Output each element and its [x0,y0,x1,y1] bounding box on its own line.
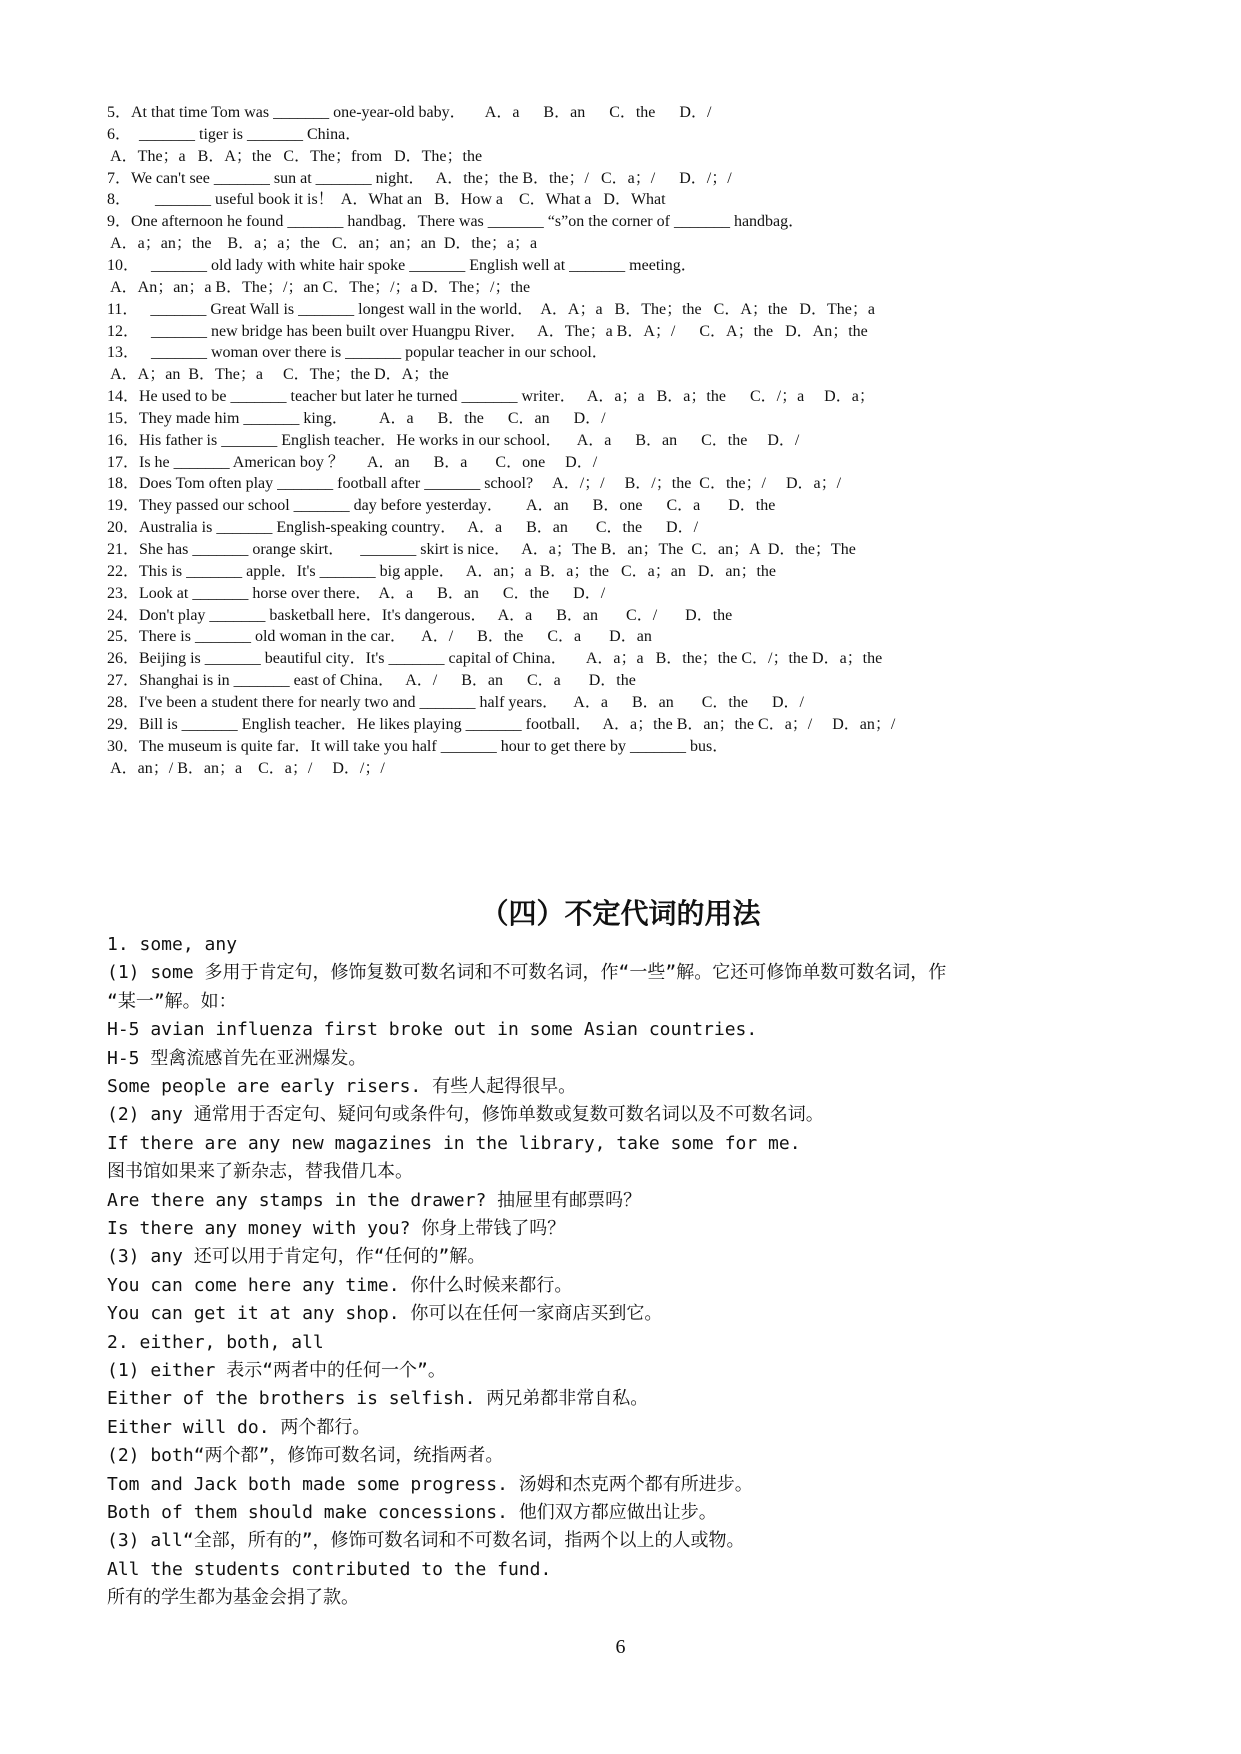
exercise-line: 30．The museum is quite far．It will take you half _______ hour to get there by _______ bus． [107,737,729,755]
grammar-line: 1. some, any [107,934,238,955]
exercise-line: 25．There is _______ old woman in the car． A．/ B．the C．a D．an [107,628,652,646]
exercise-line: 17．Is he _______ American boy ？ A．an B．a C．one D．/ [107,453,598,471]
exercise-line: 18．Does Tom often play _______ football after _______ school? A．/；/ B．/；the C．the；/ D．a；/ [107,475,842,493]
exercise-line: 21．She has _______ orange skirt． _______ skirt is nice． A．a；The B．an；The C．an；A D．the；The [107,541,856,558]
grammar-line: All the students contributed to the fund. [107,1558,552,1580]
grammar-line: Some people are early risers. 有些人起得很早。 [107,1076,577,1097]
exercise-line: 26．Beijing is _______ beautiful city．It's _______ capital of China． A．a；a B．the；the C．/；the D．a；the [107,650,883,668]
grammar-line: (2) any 通常用于否定句、疑问句或条件句，修饰单数或复数可数名词以及不可数名词。 [107,1104,824,1126]
exercise-line: 13． _______ woman over there is _______ popular teacher in our school． [107,344,608,362]
section-title: （四）不定代词的用法 [480,897,761,930]
exercise-line: 9．One afternoon he found _______ handbag．There was _______ “s”on the corner of _______ handbag． [107,213,805,231]
exercise-line: A．A；an B．The；a C．The；the D．A；the [107,366,449,384]
exercise-line: 12． _______ new bridge has been built over Huangpu River． A．The；a B．A；/ C．A；the D．An；the [107,322,868,340]
exercise-line: 28．I've been a student there for nearly two and _______ half years． A．a B．an C．the D．/ [107,693,804,711]
grammar-line: (1) either 表示“两者中的任何一个”。 [107,1360,446,1381]
exercise-line: 19．They passed our school _______ day before yesterday． A．an B．one C．a D．the [107,497,776,515]
grammar-line: “某一”解。如： [107,990,237,1012]
exercise-line: 24．Don't play _______ basketball here．It's dangerous． A．a B．an C．/ D．the [107,606,733,624]
grammar-line: (2) both“两个都”，修饰可数名词，统指两者。 [107,1445,504,1467]
exercise-line: 27．Shanghai is in _______ east of China． A．/ B．an C．a D．the [107,672,636,690]
grammar-line: 2. either, both, all [107,1331,324,1353]
exercise-line: 7．We can't see _______ sun at _______ night． A．the；the B．the；/ C．a；/ D．/；/ [107,169,732,187]
grammar-line: Either will do. 两个都行。 [107,1416,371,1438]
exercise-line: 5．At that time Tom was _______ one-year-old baby． A．a B．an C．the D．/ [107,104,712,121]
exercise-line: 29．Bill is _______ English teacher．He likes playing _______ football． A．a；the B．an；the C．a；/ D．an；/ [107,715,896,733]
exercise-line: 16．His father is _______ English teacher．He works in our school． A．a B．an C．the D．/ [107,431,800,449]
exercise-line: A．a；an；the B．a；a；the C．an；an；an D．the；a；a [107,235,538,253]
grammar-line: If there are any new magazines in the library, take some for me. [107,1132,801,1154]
grammar-line: Either of the brothers is selfish. 两兄弟都非常自私。 [107,1388,649,1410]
grammar-line: Is there any money with you? 你身上带钱了吗？ [107,1218,566,1239]
exercise-line: 15．They made him _______ king． A．a B．the C．an D．/ [107,409,606,427]
exercise-line: 14．He used to be _______ teacher but later he turned _______ writer． A．a；a B．a；the C．/；a D．a； [107,388,875,406]
grammar-line: (1) some 多用于肯定句，修饰复数可数名词和不可数名词，作“一些”解。它还可修饰单数可数名词，作 [107,962,947,984]
grammar-line: Both of them should make concessions. 他们双方都应做出让步。 [107,1502,717,1523]
exercise-line: A．The；a B．A；the C．The；from D．The；the [107,147,483,165]
exercise-line: 20．Australia is _______ English-speaking country． A．a B．an C．the D．/ [107,519,699,537]
grammar-line: Tom and Jack both made some progress. 汤姆和杰克两个都有所进步。 [107,1473,753,1495]
page-number: 6 [615,1636,626,1658]
exercise-line: A．An；an；a B．The；/；an C．The；/；a D．The；/；the [107,278,531,296]
grammar-line: You can get it at any shop. 你可以在任何一家商店买到它。 [107,1303,663,1325]
grammar-line: 所有的学生都为基金会捐了款。 [107,1587,359,1609]
exercise-line: 11． _______ Great Wall is _______ longest wall in the world． A．A；a B．The；the C．A；the D．The；a [107,300,875,318]
grammar-line: H-5 型禽流感首先在亚洲爆发。 [107,1047,367,1069]
grammar-line: 图书馆如果来了新杂志，替我借几本。 [107,1161,413,1183]
exercise-line: 23．Look at _______ horse over there． A．a B．an C．the D．/ [107,584,606,602]
grammar-line: (3) all“全部，所有的”，修饰可数名词和不可数名词，指两个以上的人或物。 [107,1530,745,1552]
exercise-line: 22．This is _______ apple．It's _______ big apple． A．an；a B．a；the C．a；an D．an；the [107,562,777,580]
exercise-line: A．an；/ B．an；a C．a；/ D．/；/ [107,759,385,777]
exercise-line: 6． _______ tiger is _______ China． [107,125,362,143]
exercise-line: 10． _______ old lady with white hair spoke _______ English well at _______ meeting． [107,256,697,274]
grammar-line: (3) any 还可以用于肯定句，作“任何的”解。 [107,1246,486,1268]
grammar-line: You can come here any time. 你什么时候来都行。 [107,1274,573,1296]
grammar-line: H-5 avian influenza first broke out in some Asian countries. [107,1019,758,1041]
exercise-line: 8． _______ useful book it is！ A．What an B．How a C．What a D．What [107,191,666,209]
grammar-line: Are there any stamps in the drawer? 抽屉里有邮票吗？ [107,1189,642,1211]
